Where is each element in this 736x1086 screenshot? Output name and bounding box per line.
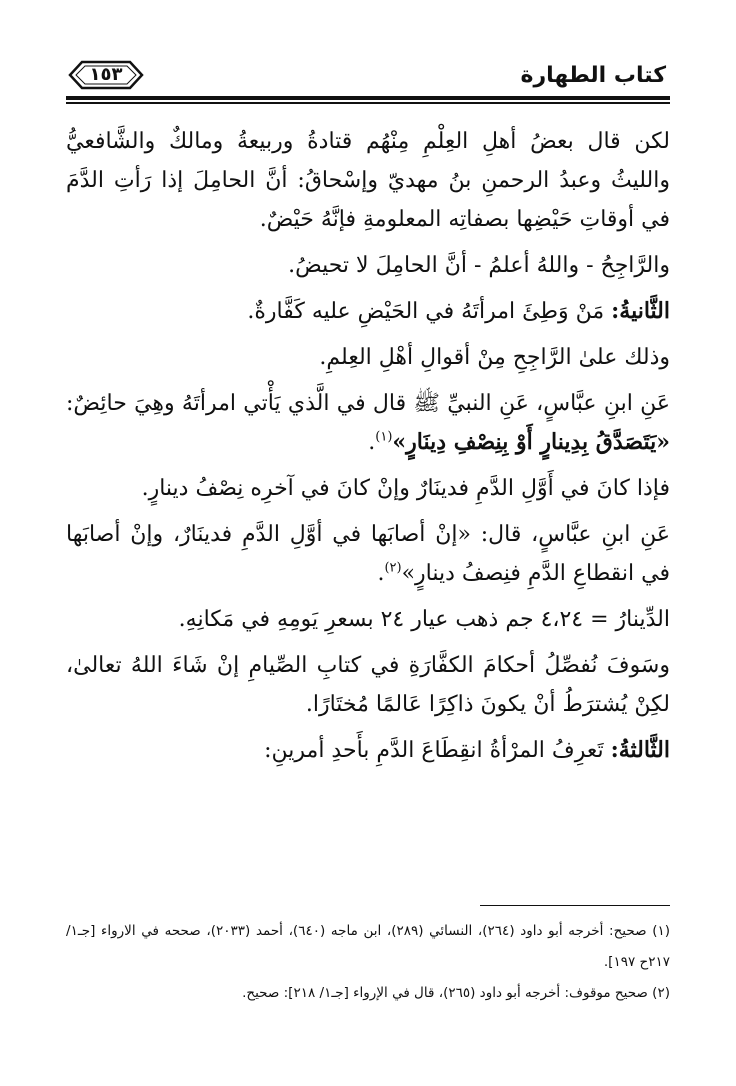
paragraph-7: عَنِ ابنِ عبَّاسٍ، قال: «إنْ أصابَها في أوَّلِ الدَّمِ فدينَارٌ، وإنْ أصابَها في انقطاعِ الدَّمِ فنِصفُ دينارٍ»$^{(٢)}$.	[66, 522, 670, 586]
paragraph-7-text: عَنِ ابنِ عبَّاسٍ، قال: «إنْ أصابَها في أوَّلِ الدَّمِ فدينَارٌ، وإنْ أصابَها في انقطاعِ الدَّمِ فنِصفُ دينارٍ»	[66, 522, 670, 586]
header-rule-thick	[66, 96, 670, 100]
paragraph-6: فإذا كانَ في أَوَّلِ الدَّمِ فدينَارٌ وإنْ كانَ في آخرِه نِصْفُ دينارٍ.	[141, 476, 670, 501]
paragraph-5: عَنِ ابنِ عبَّاسٍ، عَنِ النبيِّ ﷺ قال في الَّذي يَأْتي امرأتَهُ وهِيَ حائِضٌ: «يَتَصَدَّقُ بِدِينارٍ أَوْ بِنِصْفِ دِينَارٍ»$^{(١)}$.	[66, 391, 670, 455]
paragraph-4: وذلك علىٰ الرَّاجِحِ مِنْ أقوالِ أهْلِ العِلمِ.	[319, 345, 670, 370]
paragraph-9: وسَوفَ نُفصِّلُ أحكامَ الكفَّارَةِ في كتابِ الصِّيامِ إنْ شَاءَ اللهُ تعالىٰ، لكِنْ يُشترَطُ أنْ يكونَ ذاكِرًا عَالمًا مُختَارًا.	[66, 653, 670, 717]
paragraph-3	[66, 292, 670, 331]
main-text	[66, 122, 670, 770]
paragraph-10	[66, 731, 670, 770]
hadith-quote: «يَتَصَدَّقُ بِدِينارٍ أَوْ بِنِصْفِ دِينَارٍ»	[392, 429, 670, 455]
paragraph-2: والرَّاجِحُ - واللهُ أعلمُ - أنَّ الحامِلَ لا تحيضُ.	[288, 253, 670, 278]
paragraph-10-text: تَعرِفُ المرْأةُ انقِطَاعَ الدَّمِ بأَحدِ أمرينِ:	[264, 738, 611, 763]
book-title: كتاب الطهارة	[520, 63, 666, 88]
footnotes	[66, 916, 670, 1009]
page-number: ١٥٣	[89, 64, 123, 85]
section-label-third: الثَّالثةُ:	[610, 737, 670, 763]
paragraph-8: الدِّينارُ = ٤،٢٤ جم ذهب عيار ٢٤ بسعرِ يَومِهِ في مَكانِهِ.	[178, 607, 670, 632]
footnote-divider	[480, 905, 670, 906]
page-number-badge	[68, 58, 144, 92]
footnote-ref-2: (٢)	[384, 560, 402, 576]
header-rule-thin	[66, 102, 670, 104]
footnote-1: (١) صحيح: أخرجه أبو داود (٢٦٤)، النسائي (٢٨٩)، ابن ماجه (٦٤٠)، أحمد (٢٠٣٣)، صححه في الارواء [جـ١/ ٢١٧ح ١٩٧].	[66, 923, 671, 970]
footnote-ref-1: (١)	[375, 429, 393, 445]
section-label-second: الثَّانيةُ:	[611, 298, 670, 324]
paragraph-5-text: عَنِ ابنِ عبَّاسٍ، عَنِ النبيِّ ﷺ قال في الَّذي يَأْتي امرأتَهُ وهِيَ حائِضٌ:	[66, 391, 670, 416]
paragraph-1: لكن قال بعضُ أهلِ العِلْمِ مِنْهُم قتادةُ وربيعةُ ومالكٌ والشَّافعيُّ والليثُ وعبدُ الرحمنِ بنُ مهديّ وإسْحاقُ: أنَّ الحامِلَ إذا رَأتِ الدَّمَ في أوقاتِ حَيْضِها بصفاتِه المعلومةِ فإنَّهُ حَيْضٌ.	[66, 129, 670, 232]
page-header	[66, 56, 670, 98]
footnote-2: (٢) صحيح موقوف: أخرجه أبو داود (٢٦٥)، قال في الإرواء [جـ١/ ٢١٨]: صحيح.	[242, 985, 670, 1001]
paragraph-3-text: مَنْ وَطِئَ امرأتَهُ في الحَيْضِ عليه كَفَّارةٌ.	[247, 299, 612, 324]
